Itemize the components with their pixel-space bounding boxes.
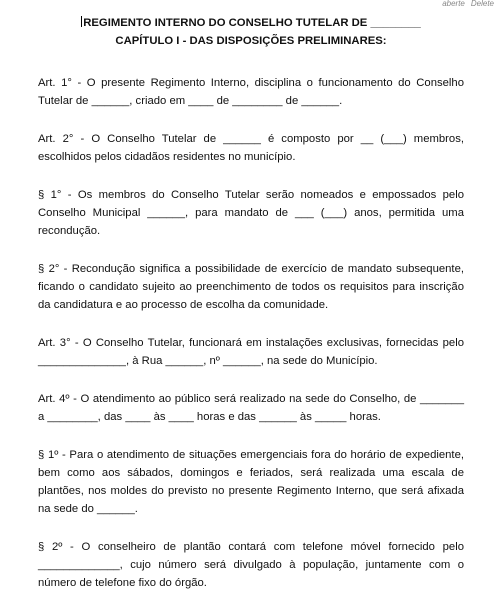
paragraph-art-2-s2: § 2° - Recondução significa a possibilidade de exercício de mandato subsequente, ficando o candidato sujeito ao preenchimento de todos os requisitos para inscrição da candidatura e ao processo de escolha da comunidade. [38, 263, 464, 311]
paragraph-art-1: Art. 1° - O presente Regimento Interno, disciplina o funcionamento do Conselho Tutelar de ______, criado em ____ de ________ de ______. [38, 77, 464, 107]
toolbar-item-open[interactable]: aberte [442, 0, 465, 7]
toolbar-item-delete[interactable]: Delete [470, 0, 494, 7]
paragraph-art-2: Art. 2° - O Conselho Tutelar de ______ é composto por __ (___) membros, escolhidos pelos cidadãos residentes no município. [38, 133, 464, 163]
paragraph-art-4-s2: § 2º - O conselheiro de plantão contará com telefone móvel fornecido pelo _____________, cujo número será divulgado à população, juntamente com o número de telefone fixo do órgão. [38, 541, 464, 589]
document-title: REGIMENTO INTERNO DO CONSELHO TUTELAR DE ________ [83, 17, 421, 29]
toolbar-fragment [424, 0, 500, 7]
paragraph-art-3: Art. 3° - O Conselho Tutelar, funcionará em instalações exclusivas, fornecidas pelo ______________, à Rua ______, nº ______, na sede do Município. [38, 337, 464, 367]
paragraph-art-4-s1: § 1º - Para o atendimento de situações emergenciais fora do horário de expediente, bem como aos sábados, domingos e feriados, será realizada uma escala de plantões, nos moldes do previsto no presente Regimento Interno, que será afixada na sede do ______. [38, 449, 464, 515]
document-body[interactable] [38, 14, 464, 612]
paragraph-art-2-s1: § 1° - Os membros do Conselho Tutelar serão nomeados e empossados pelo Conselho Municipal ______, para mandato de ___ (___) anos, permitida uma recondução. [38, 189, 464, 237]
paragraph-art-4: Art. 4º - O atendimento ao público será realizado na sede do Conselho, de _______ a ________, das ____ às ____ horas e das ______ às _____ horas. [38, 393, 464, 423]
chapter-heading: CAPÍTULO I - DAS DISPOSIÇÕES PRELIMINARES: [115, 35, 387, 47]
document-title-line [38, 14, 464, 32]
